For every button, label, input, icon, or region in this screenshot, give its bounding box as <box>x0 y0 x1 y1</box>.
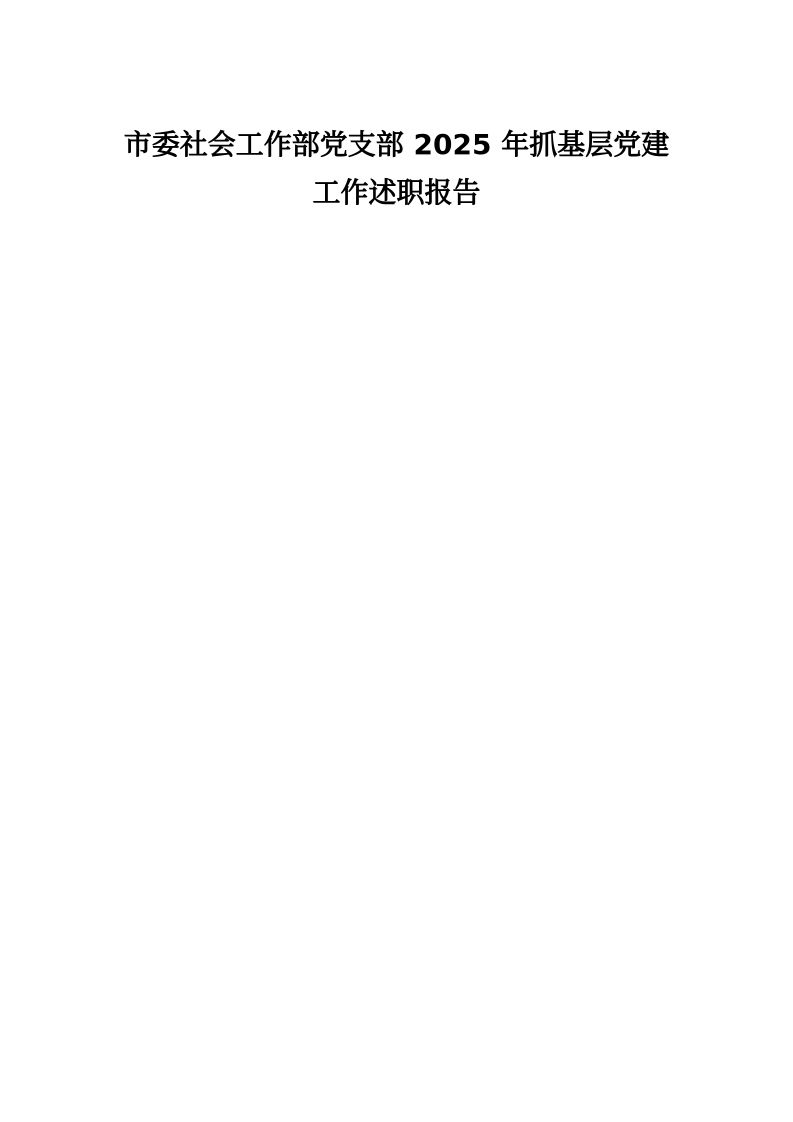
document-title-line-2: 工作述职报告 <box>312 176 481 209</box>
document-title-line-1: 市委社会工作部党支部 2025 年抓基层党建 <box>123 128 670 161</box>
